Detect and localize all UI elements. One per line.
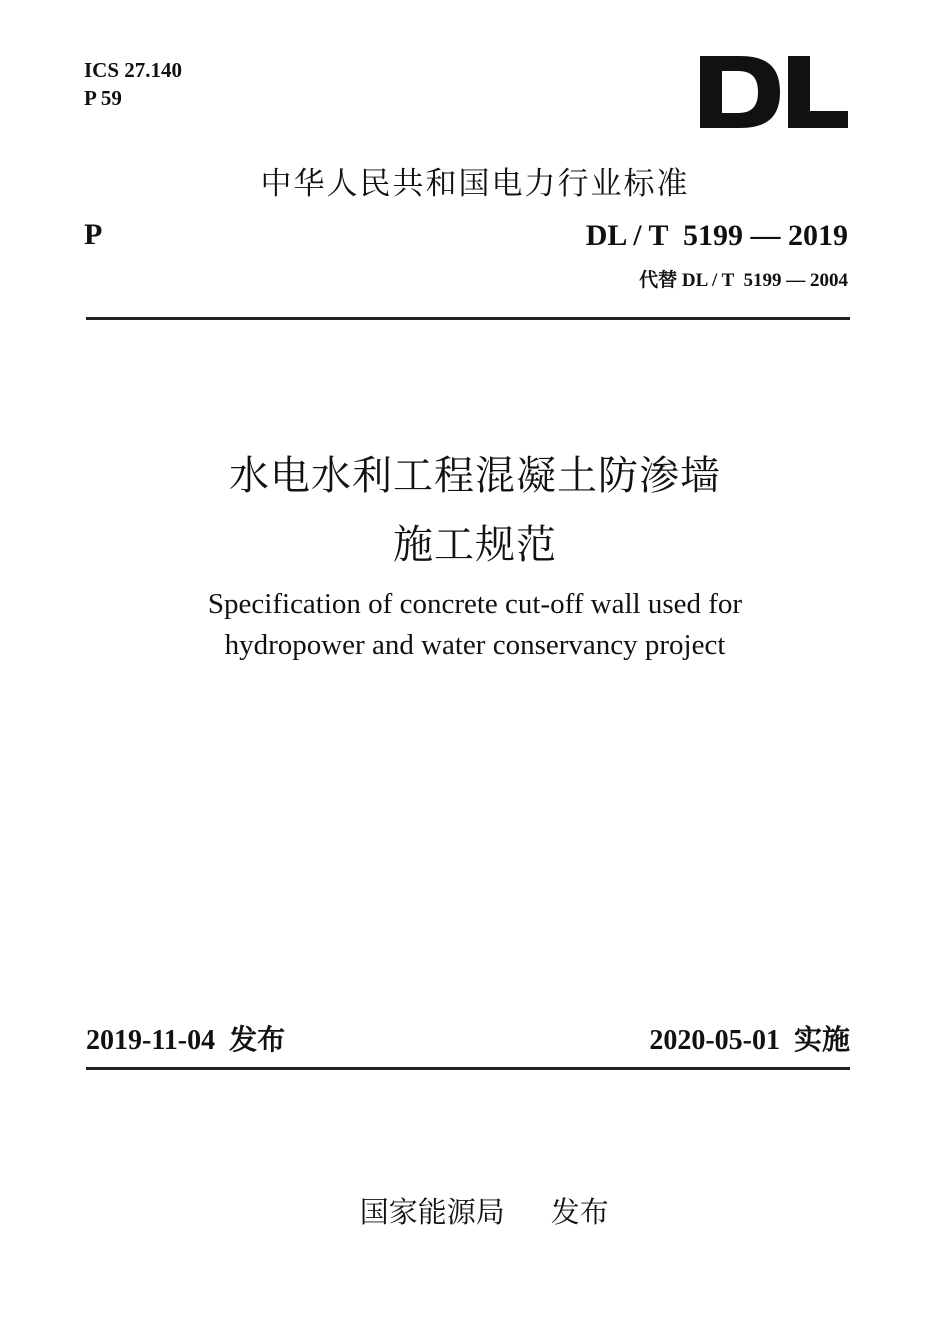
replaces-standard: 代替 DL / T 5199 — 2004 xyxy=(639,270,848,291)
industry-standard-title: 中华人民共和国电力行业标准 xyxy=(260,166,690,202)
title-english-line1: Specification of concrete cut-off wall used for xyxy=(207,588,743,620)
title-english-line2: hydropower and water conservancy project xyxy=(224,629,726,661)
classification-codes xyxy=(84,56,182,112)
title-chinese-line2: 施工规范 xyxy=(393,522,557,568)
title-chinese-line1: 水电水利工程混凝土防渗墙 xyxy=(229,453,721,499)
standard-number: DL / T 5199 — 2019 xyxy=(585,219,848,252)
publisher-name: 国家能源局 xyxy=(359,1195,505,1229)
implementation-date: 2020-05-01 实施 xyxy=(649,1025,850,1056)
issue-date: 2019-11-04 发布 xyxy=(86,1025,286,1056)
top-divider xyxy=(86,317,850,320)
publisher-line xyxy=(0,1156,950,1231)
publisher-action: 发布 xyxy=(550,1195,609,1229)
dl-logo xyxy=(700,56,848,128)
category-letter: P xyxy=(84,218,103,251)
bottom-divider xyxy=(86,1067,850,1070)
ics-code: ICS 27.140 xyxy=(84,58,183,82)
class-code: P 59 xyxy=(84,86,122,110)
